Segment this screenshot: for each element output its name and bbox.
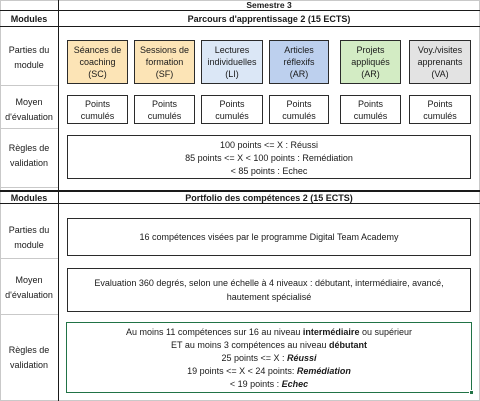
part-articles-abbr: (AR) (289, 69, 309, 79)
competence-rule-line2-b: débutant (328, 340, 367, 350)
rules-label-2 (0, 342, 58, 374)
evaluation-line2: hautement spécialisé (226, 292, 312, 302)
part-articles (269, 40, 329, 84)
part-lectures-line1: Lectures (214, 45, 250, 55)
means-label-2-line1: Moyen (15, 275, 43, 285)
part-visites (409, 40, 471, 84)
competence-rule-line4-a: 19 points <= X < 24 points: (187, 366, 297, 376)
means-label-line2: d'évaluation (5, 112, 53, 122)
means-articles (269, 95, 329, 124)
part-formation-line2: formation (145, 57, 184, 67)
part-lectures-line2: individuelles (207, 57, 257, 67)
semester-header: Semestre 3 (246, 0, 292, 10)
means-label (0, 94, 58, 126)
rules-label-line2: validation (9, 158, 49, 168)
rules-label-2-line2: validation (9, 360, 49, 370)
part-projets (340, 40, 401, 84)
means-formation-line1: Points (151, 98, 177, 109)
part-visites-line1: Voy./visites (417, 45, 463, 55)
part-projets-abbr: (AR) (361, 69, 380, 79)
part-lectures-abbr: (LI) (225, 69, 239, 79)
part-lectures (201, 40, 263, 84)
means-formation (134, 95, 195, 124)
competence-rule-line1-c: ou supérieur (359, 327, 412, 337)
means-formation-line2: cumulés (147, 110, 182, 121)
means-label-line1: Moyen (15, 97, 43, 107)
rules-label-2-line1: Règles de (8, 345, 50, 355)
competences-box: 16 compétences visées par le programme Digital Team Academy (67, 218, 471, 256)
means-projets-line1: Points (357, 98, 383, 109)
means-projets (340, 95, 401, 124)
competence-rule-line2-a: ET au moins 3 compétences au niveau (171, 340, 329, 350)
means-label-2-line2: d'évaluation (5, 290, 53, 300)
part-coaching (67, 40, 128, 84)
rules-label-line1: Règles de (8, 143, 50, 153)
competence-rule-line1 (67, 326, 471, 338)
means-coaching-line1: Points (84, 98, 110, 109)
parcours-title: Parcours d'apprentissage 2 (15 ECTS) (187, 13, 351, 24)
competence-rule-line5-b: Echec (281, 379, 309, 389)
means-label-2 (0, 272, 58, 304)
means-visites-line1: Points (427, 98, 453, 109)
competence-rules-box[interactable] (66, 322, 472, 393)
rule-success: 100 points <= X : Réussi (219, 140, 319, 150)
part-projets-line1: Projets (356, 45, 385, 55)
means-articles-line2: cumulés (282, 110, 316, 121)
competence-rule-line3-b: Réussi (287, 353, 317, 363)
part-visites-abbr: (VA) (431, 69, 449, 79)
means-lectures (201, 95, 263, 124)
competence-rule-line3-a: 25 points <= X : (221, 353, 288, 363)
means-visites (409, 95, 471, 124)
parts-label-2-line2: module (14, 240, 44, 250)
means-articles-line1: Points (286, 98, 312, 109)
competence-rule-line2 (67, 339, 471, 351)
evaluation-360-box (67, 268, 471, 312)
rule-fail: < 85 points : Echec (230, 166, 308, 176)
selection-handle[interactable] (469, 390, 474, 395)
part-coaching-line1: Séances de (73, 45, 122, 55)
parts-label (0, 42, 58, 74)
rules-label (0, 140, 58, 172)
means-projets-line2: cumulés (353, 110, 388, 121)
rules-box (67, 135, 471, 179)
competence-rule-line5-a: < 19 points : (229, 379, 282, 389)
competence-rule-line1-b: intermédiaire (302, 327, 360, 337)
part-formation-abbr: (SF) (155, 69, 174, 79)
part-coaching-line2: coaching (79, 57, 116, 67)
portfolio-title: Portfolio des compétences 2 (15 ECTS) (185, 192, 353, 203)
competence-rule-line4 (67, 365, 471, 377)
rule-remediation: 85 points <= X < 100 points : Remédiation (185, 153, 353, 163)
means-visites-line2: cumulés (423, 110, 457, 121)
part-visites-line2: apprenants (417, 57, 463, 67)
competence-rule-line5 (67, 378, 471, 390)
parts-label-line2: module (14, 60, 44, 70)
part-projets-line2: appliqués (351, 57, 390, 67)
modules-header-2: Modules (10, 192, 48, 203)
means-coaching (67, 95, 128, 124)
means-lectures-line1: Points (219, 98, 245, 109)
means-coaching-line2: cumulés (80, 110, 115, 121)
parts-label-line1: Parties du (8, 45, 50, 55)
competence-rule-line1-a: Au moins 11 compétences sur 16 au niveau (125, 327, 303, 337)
competence-rule-line4-b: Remédiation (296, 366, 351, 376)
modules-header: Modules (10, 13, 48, 24)
competence-rule-line3 (67, 352, 471, 364)
parts-label-2-line1: Parties du (8, 225, 50, 235)
part-formation (134, 40, 195, 84)
part-formation-line1: Sessions de (139, 45, 190, 55)
evaluation-line1: Evaluation 360 degrés, selon une échelle à 4 niveaux : débutant, intermédiaire, avancé, (94, 278, 444, 288)
parts-label-2 (0, 222, 58, 254)
part-coaching-abbr: (SC) (88, 69, 107, 79)
means-lectures-line2: cumulés (215, 110, 249, 121)
part-articles-line2: réflexifs (283, 57, 315, 67)
part-articles-line1: Articles (284, 45, 314, 55)
